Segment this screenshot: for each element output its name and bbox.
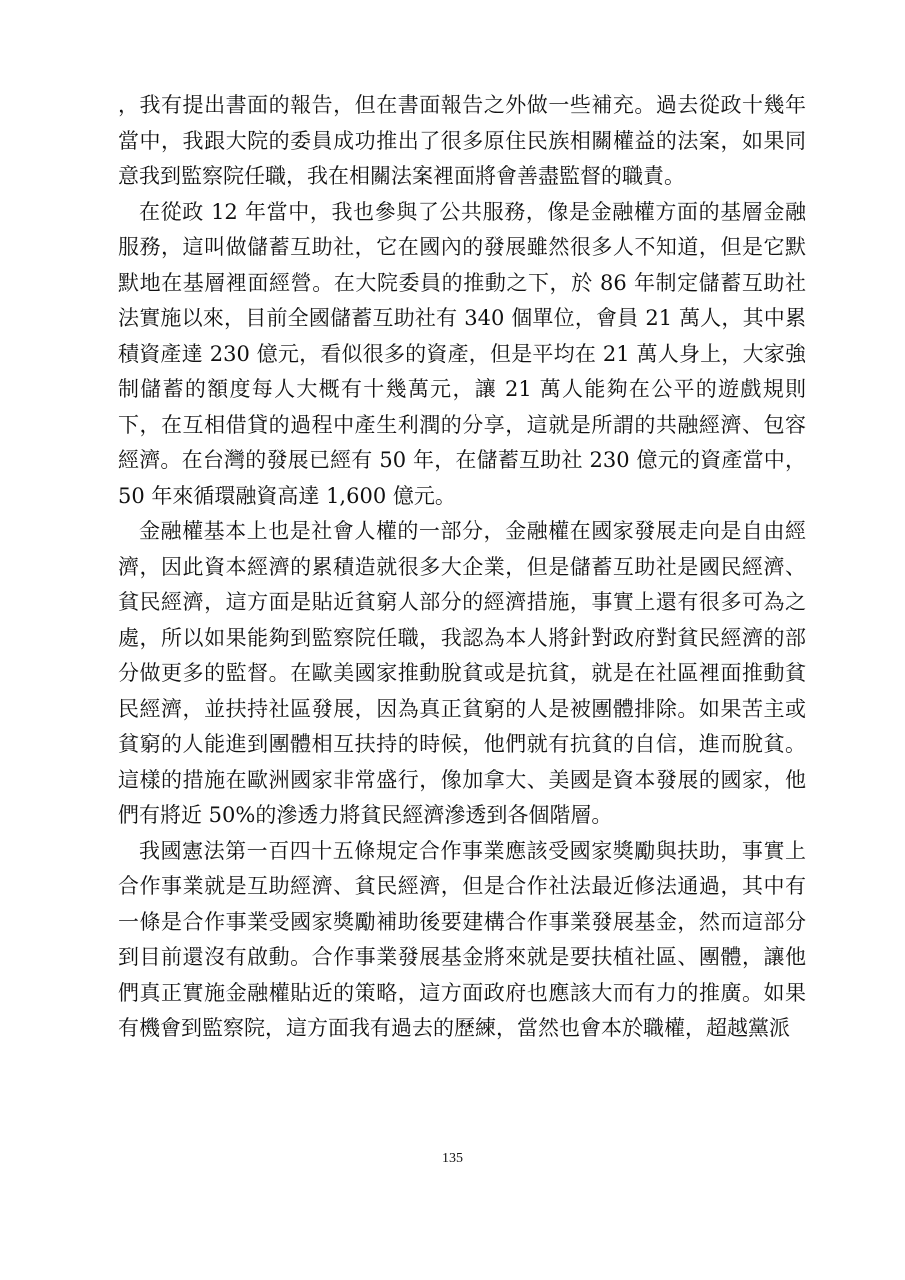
paragraph-constitution: 我國憲法第一百四十五條規定合作事業應該受國家獎勵與扶助，事實上合作事業就是互助經濟、貧民經濟，但是合作社法最近修法通過，其中有一條是合作事業受國家獎勵補助後要建構合作事業發展基金，然而這部分到目前還沒有啟動。合作事業發展基金將來就是要扶植社區、團體，讓他們真正實施金融權貼近的策略，這方面政府也應該大而有力的推廣。如果有機會到監察院，這方面我有過去的歷練，當然也會本於職權，超越黨派 [118,838,806,1040]
page-number: 135 [442,1151,463,1166]
paragraph-continued: ，我有提出書面的報告，但在書面報告之外做一些補充。過去從政十幾年當中，我跟大院的委員成功推出了很多原住民族相關權益的法案，如果同意我到監察院任職，我在相關法案裡面將會善盡監督的職責。 [118,93,806,188]
paragraph-financial-rights: 金融權基本上也是社會人權的一部分，金融權在國家發展走向是自由經濟，因此資本經濟的累積造就很多大企業，但是儲蓄互助社是國民經濟、貧民經濟，這方面是貼近貧窮人部分的經濟措施，事實上還有很多可為之處，所以如果能夠到監察院任職，我認為本人將針對政府對貧民經濟的部分做更多的監督。在歐美國家推動脫貧或是抗貧，就是在社區裡面推動貧民經濟，並扶持社區發展，因為真正貧窮的人是被團體排除。如果苦主或貧窮的人能進到團體相互扶持的時候，他們就有抗貧的自信，進而脫貧。這樣的措施在歐洲國家非常盛行，像加拿大、美國是資本發展的國家，他們有將近 50%的滲透力將貧民經濟滲透到各個階層。 [118,519,806,827]
body-text [118,88,806,1047]
paragraph-credit-union: 在從政 12 年當中，我也參與了公共服務，像是金融權方面的基層金融服務，這叫做儲蓄互助社，它在國內的發展雖然很多人不知道，但是它默默地在基層裡面經營。在大院委員的推動之下，於 86 年制定儲蓄互助社法實施以來，目前全國儲蓄互助社有 340 個單位，會員 21 萬人，其中累積資產達 230 億元，看似很多的資產，但是平均在 21 萬人身上，大家強制儲蓄的額度每人大概有十幾萬元，讓 21 萬人能夠在公平的遊戲規則下，在互相借貸的過程中產生利潤的分享，這就是所謂的共融經濟、包容經濟。在台灣的發展已經有 50 年，在儲蓄互助社 230 億元的資產當中，50 年來循環融資高達 1,600 億元。 [118,199,806,508]
